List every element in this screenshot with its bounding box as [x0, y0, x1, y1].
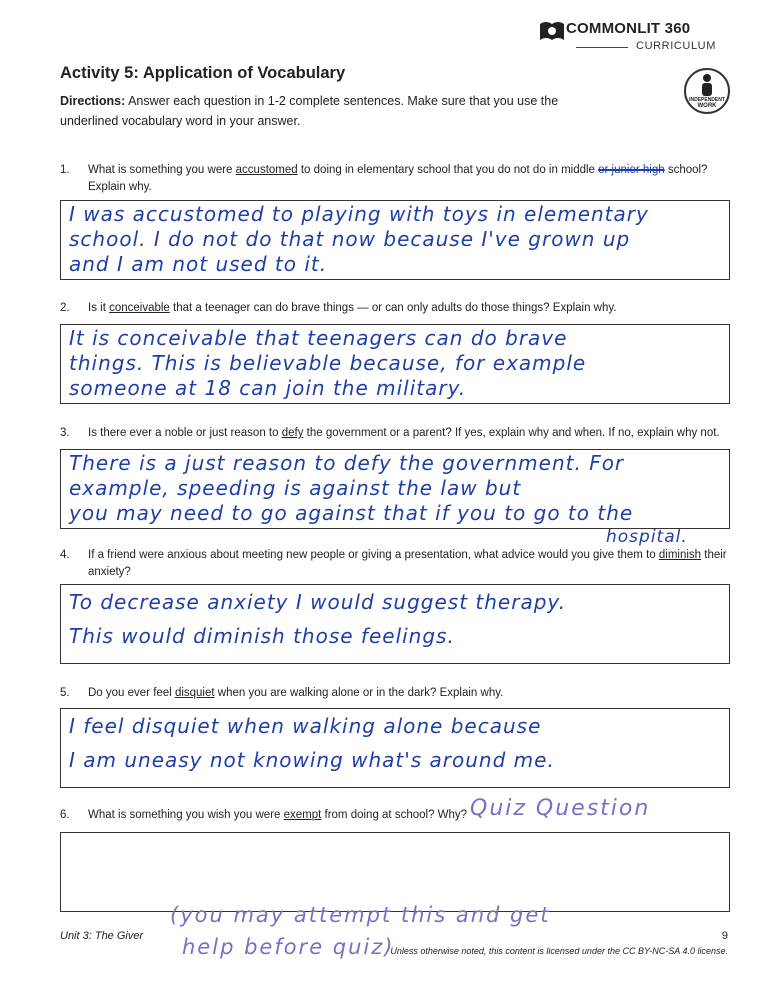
- answer-box-5[interactable]: [60, 708, 730, 788]
- answer-1-line-1: I was accustomed to playing with toys in elementary: [69, 202, 649, 226]
- logo-subtitle: CURRICULUM: [636, 40, 716, 52]
- answer-1-line-3: and I am not used to it.: [69, 252, 328, 276]
- question-5: 5. Do you ever feel disquiet when you are walking alone or in the dark? Explain why.: [60, 687, 504, 699]
- question-3: 3. Is there ever a noble or just reason to defy the government or a parent? If yes, explain why and when. If no, explain why not.: [60, 427, 720, 439]
- answer-3-line-1: There is a just reason to defy the government. For: [69, 451, 625, 475]
- page-number: 9: [721, 930, 728, 942]
- commonlit-logo: [536, 16, 716, 60]
- question-4: 4. If a friend were anxious about meeting new people or giving a presentation, what advice would you give them to diminish their anxiety?: [60, 549, 727, 578]
- answer-box-1[interactable]: [60, 200, 730, 280]
- directions: Directions: Answer each question in 1-2 complete sentences. Make sure that you use the underlined vocabulary word in your answer.: [60, 94, 559, 128]
- answer-box-4[interactable]: [60, 584, 730, 664]
- license-text: Unless otherwise noted, this content is licensed under the CC BY-NC-SA 4.0 license.: [390, 946, 728, 956]
- footer-unit: Unit 3: The Giver: [60, 930, 144, 942]
- answer-box-2[interactable]: [60, 324, 730, 404]
- answer-3-line-4: hospital.: [606, 527, 688, 547]
- question-6: 6. What is something you wish you were exempt from doing at school? Why?: [60, 809, 468, 821]
- answer-2-line-2: things. This is believable because, for example: [69, 351, 587, 375]
- question-1: 1. What is something you were accustomed to doing in elementary school that you do not do in middle or junior high school? Explain why.: [60, 164, 708, 193]
- answer-2-line-3: someone at 18 can join the military.: [69, 376, 467, 400]
- answer-2-line-1: It is conceivable that teenagers can do brave: [69, 326, 568, 350]
- answer-3-line-3: you may need to go against that if you to go to the: [69, 501, 634, 525]
- logo-divider: [576, 47, 628, 48]
- quiz-question-note: Quiz Question: [470, 796, 651, 821]
- independent-work-badge: INDEPENDENT WORK: [684, 68, 730, 114]
- answer-5-line-1: I feel disquiet when walking alone because: [69, 714, 542, 738]
- answer-5-line-2: I am uneasy not knowing what's around me.: [69, 748, 555, 772]
- person-icon: [686, 72, 728, 98]
- pencil-note-line-2: help before quiz): [182, 935, 395, 959]
- answer-1-line-2: school. I do not do that now because I've grown up: [69, 227, 631, 251]
- pencil-note-line-1: (you may attempt this and get: [170, 903, 551, 927]
- answer-box-3[interactable]: [60, 449, 730, 529]
- answer-box-6[interactable]: [60, 832, 730, 912]
- commonlit-mark-icon: [536, 18, 566, 48]
- answer-4-line-2: This would diminish those feelings.: [69, 624, 455, 648]
- answer-3-line-2: example, speeding is against the law but: [69, 476, 522, 500]
- logo-title: COMMONLIT 360: [566, 20, 691, 37]
- activity-title: Activity 5: Application of Vocabulary: [60, 64, 346, 82]
- question-2: 2. Is it conceivable that a teenager can do brave things — or can only adults do those things? Explain why.: [60, 302, 617, 314]
- answer-4-line-1: To decrease anxiety I would suggest therapy.: [69, 590, 567, 614]
